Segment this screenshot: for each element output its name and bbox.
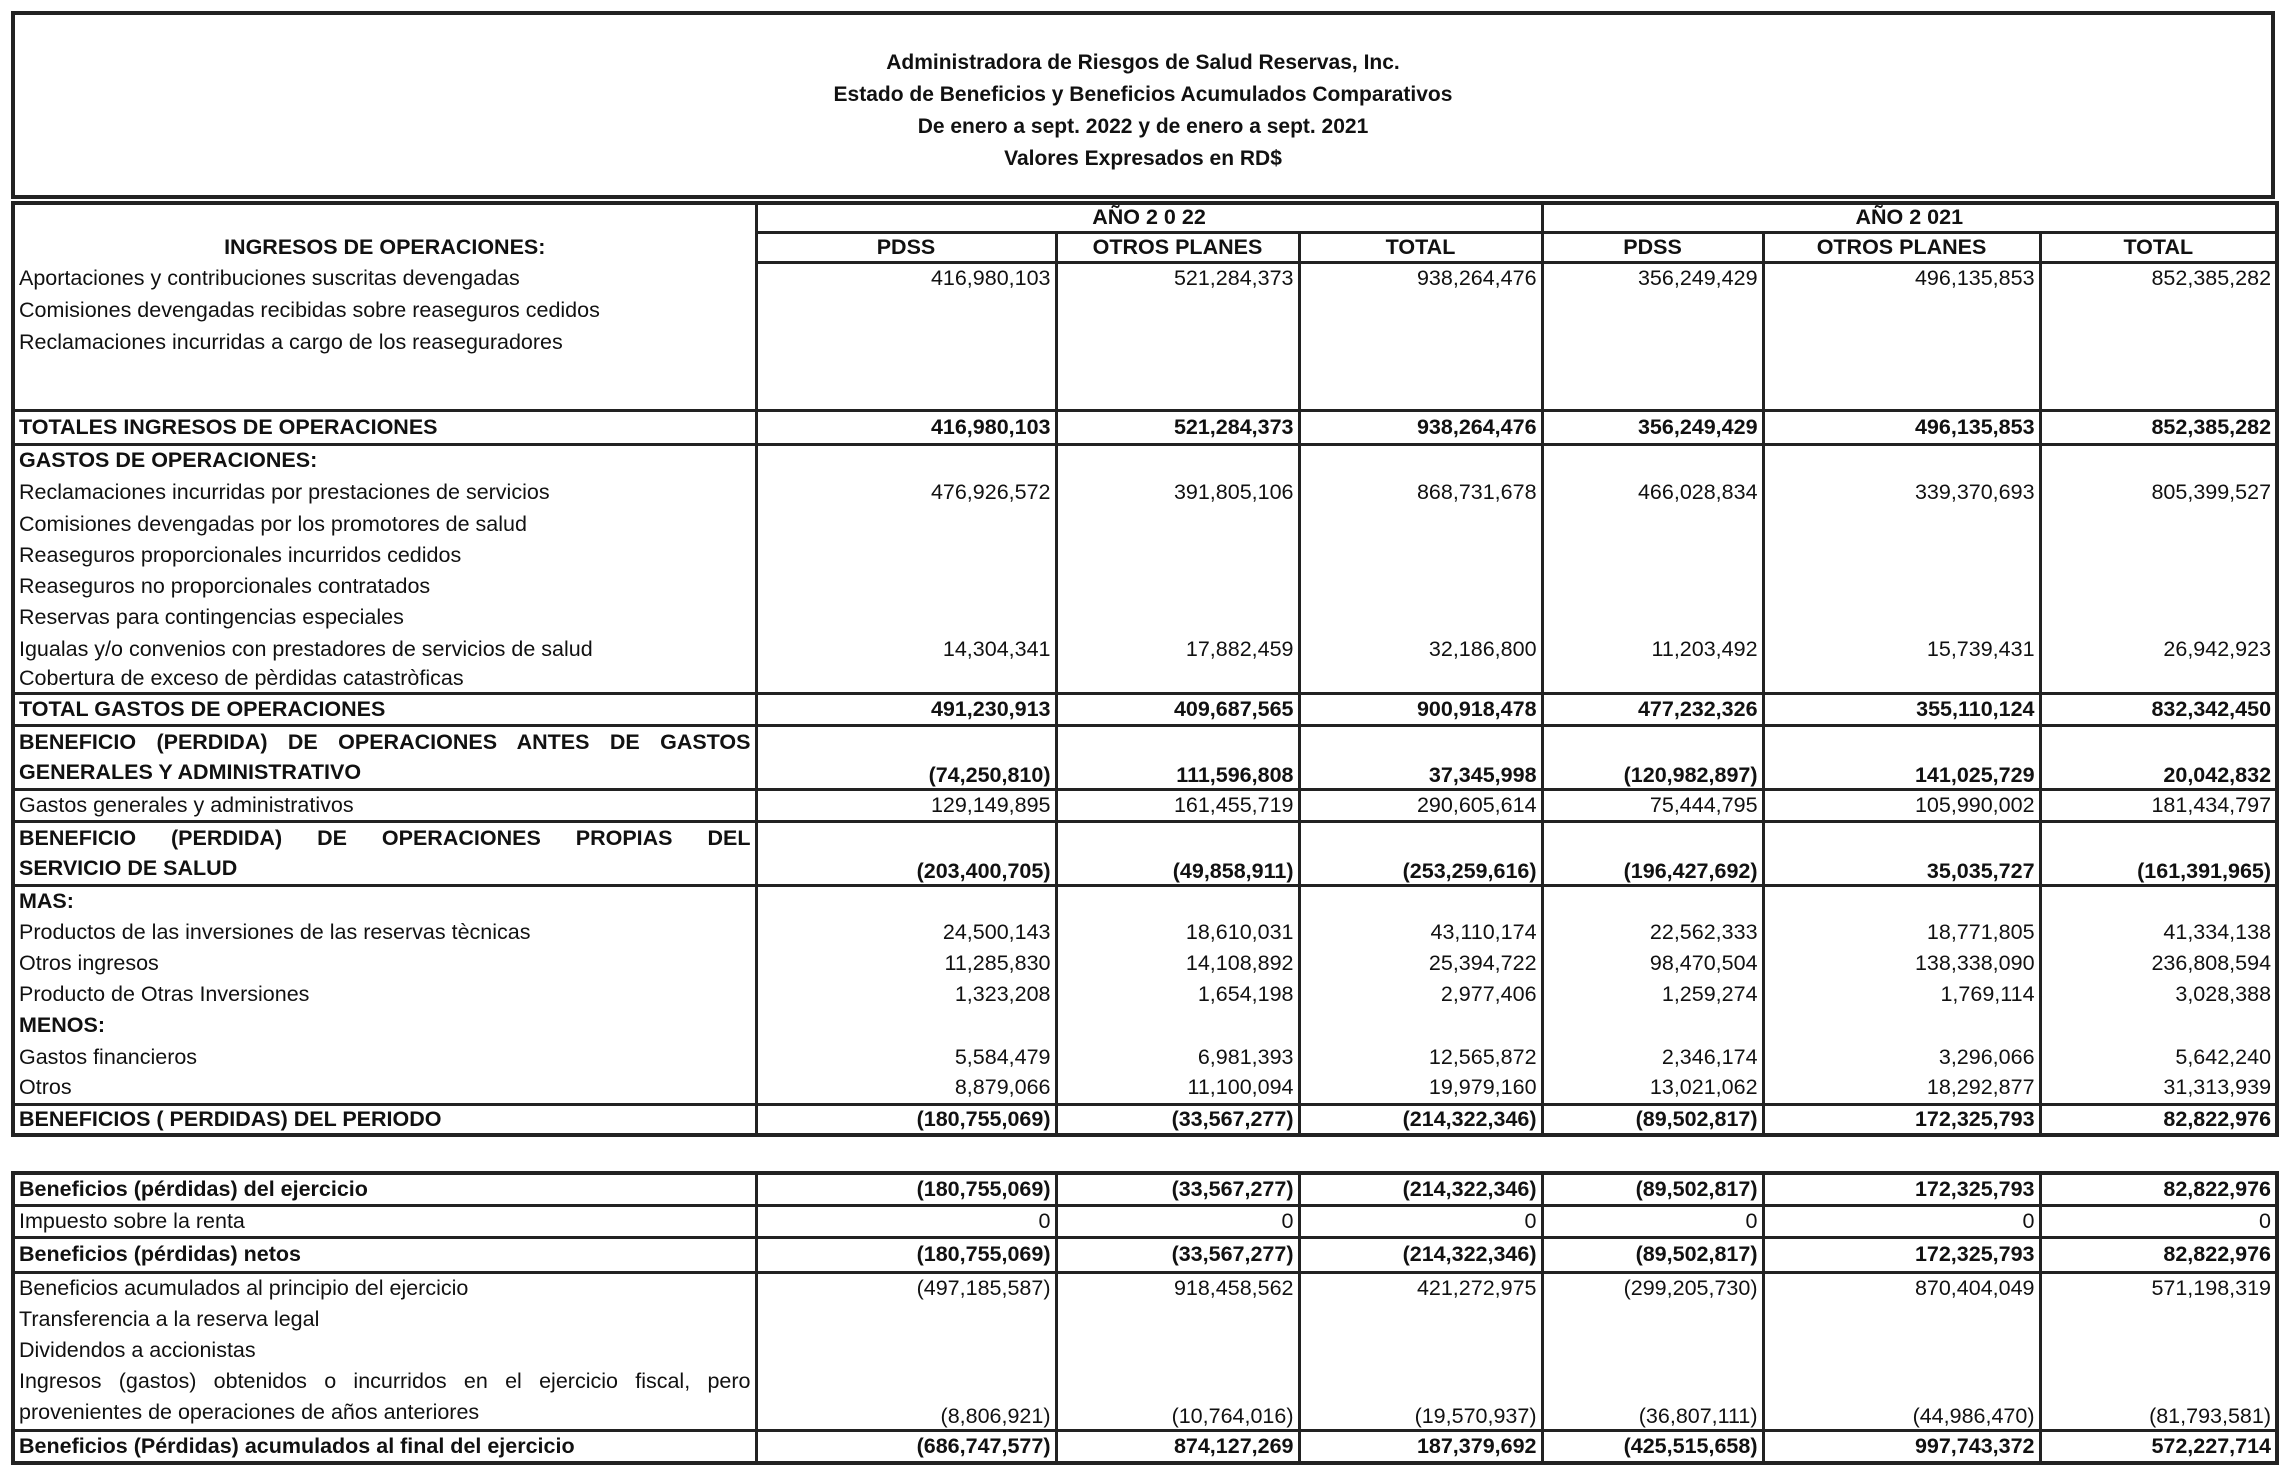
table-row: Impuesto sobre la renta 0 0 0 0 0 0 [13,1205,2277,1237]
year-2021-header: AÑO 2 021 [1542,203,2277,232]
income-statement-table [11,201,2279,1137]
table-row: Reclamaciones incurridas a cargo de los reaseguradores [13,326,2277,358]
company-name: Administradora de Riesgos de Salud Reservas, Inc. [886,51,1400,74]
statement-header [11,11,2275,199]
total-row: Beneficios (Pérdidas) acumulados al final del ejercicio (686,747,577) 874,127,269 187,379,692 (425,515,658) 997,743,372 572,227,714 [13,1430,2277,1463]
total-row: TOTALES INGRESOS DE OPERACIONES 416,980,103 521,284,373 938,264,476 356,249,429 496,135,853 852,385,282 [13,410,2277,444]
table-row: Reaseguros proporcionales incurridos cedidos [13,540,2277,571]
table-row: Reclamaciones incurridas por prestaciones de servicios 476,926,572 391,805,106 868,731,678 466,028,834 339,370,693 805,399,527 [13,476,2277,508]
total-row: TOTAL GASTOS DE OPERACIONES 491,230,913 409,687,565 900,918,478 477,232,326 355,110,124 832,342,450 [13,693,2277,725]
col-pdss-2021: PDSS [1542,232,1763,262]
table-row [13,358,2277,410]
accumulated-benefits-table [11,1171,2279,1465]
table-row: Reaseguros no proporcionales contratados [13,571,2277,602]
table-row: Productos de las inversiones de las reservas tècnicas 24,500,143 18,610,031 43,110,174 22,562,333 18,771,805 41,334,138 [13,916,2277,948]
section-title: INGRESOS DE OPERACIONES: [13,203,756,262]
table-row: Otros ingresos 11,285,830 14,108,892 25,394,722 98,470,504 138,338,090 236,808,594 [13,948,2277,979]
table-row: Comisiones devengadas por los promotores de salud [13,508,2277,540]
table-row: Gastos financieros 5,584,479 6,981,393 12,565,872 2,346,174 3,296,066 5,642,240 [13,1041,2277,1073]
subtotal-row: BENEFICIO (PERDIDA) DE OPERACIONES ANTES DE GASTOS GENERALES Y ADMINISTRATIVO (74,250,810) 111,596,808 37,345,998 (120,982,897) 141,025,729 20,042,832 [13,725,2277,789]
table-row: Transferencia a la reserva legal [13,1304,2277,1335]
table-row: Beneficios (pérdidas) netos (180,755,069) (33,567,277) (214,322,346) (89,502,817) 172,325,793 82,822,976 [13,1237,2277,1272]
table-row: Beneficios (pérdidas) del ejercicio (180,755,069) (33,567,277) (214,322,346) (89,502,817) 172,325,793 82,822,976 [13,1173,2277,1205]
table-row: Aportaciones y contribuciones suscritas devengadas 416,980,103 521,284,373 938,264,476 356,249,429 496,135,853 852,385,282 [13,262,2277,294]
col-otros-2022: OTROS PLANES [1056,232,1299,262]
table-row: Otros 8,879,066 11,100,094 19,979,160 13,021,062 18,292,877 31,313,939 [13,1073,2277,1104]
col-pdss-2022: PDSS [756,232,1056,262]
table-row: Dividendos a accionistas [13,1335,2277,1366]
subtotal-row: BENEFICIO (PERDIDA) DE OPERACIONES PROPIAS DEL SERVICIO DE SALUD (203,400,705) (49,858,911) (253,259,616) (196,427,692) 35,035,727 (161,391,965) [13,821,2277,885]
currency-note: Valores Expresados en RD$ [1004,147,1282,170]
table-row: Producto de Otras Inversiones 1,323,208 1,654,198 2,977,406 1,259,274 1,769,114 3,028,388 [13,979,2277,1010]
table-row: Reservas para contingencias especiales [13,602,2277,633]
col-otros-2021: OTROS PLANES [1763,232,2040,262]
total-row: BENEFICIOS ( PERDIDAS) DEL PERIODO (180,755,069) (33,567,277) (214,322,346) (89,502,817) 172,325,793 82,822,976 [13,1104,2277,1135]
section-label-row: GASTOS DE OPERACIONES: [13,444,2277,476]
table-row: Cobertura de exceso de pèrdidas catastròficas [13,665,2277,693]
col-total-2021: TOTAL [2040,232,2277,262]
table-row: Igualas y/o convenios con prestadores de servicios de salud 14,304,341 17,882,459 32,186,800 11,203,492 15,739,431 26,942,923 [13,633,2277,665]
year-2022-header: AÑO 2 0 22 [756,203,1542,232]
section-label-row: MAS: [13,885,2277,916]
col-total-2022: TOTAL [1299,232,1542,262]
year-header-row [13,203,2277,232]
table-row: Comisiones devengadas recibidas sobre reaseguros cedidos [13,294,2277,326]
table-row: Ingresos (gastos) obtenidos o incurridos en el ejercicio fiscal, pero provenientes de operaciones de años anteriores (8,806,921) (10,764,016) (19,570,937) (36,807,111) (44,986,470) (81,793,581) [13,1366,2277,1430]
section-label-row: MENOS: [13,1010,2277,1041]
table-row: Beneficios acumulados al principio del ejercicio (497,185,587) 918,458,562 421,272,975 (299,205,730) 870,404,049 571,198,319 [13,1272,2277,1304]
table-row: Gastos generales y administrativos 129,149,895 161,455,719 290,605,614 75,444,795 105,990,002 181,434,797 [13,789,2277,821]
statement-title: Estado de Beneficios y Beneficios Acumulados Comparativos [833,83,1453,106]
statement-period: De enero a sept. 2022 y de enero a sept. 2021 [917,115,1369,138]
financial-statement [11,11,2281,1470]
